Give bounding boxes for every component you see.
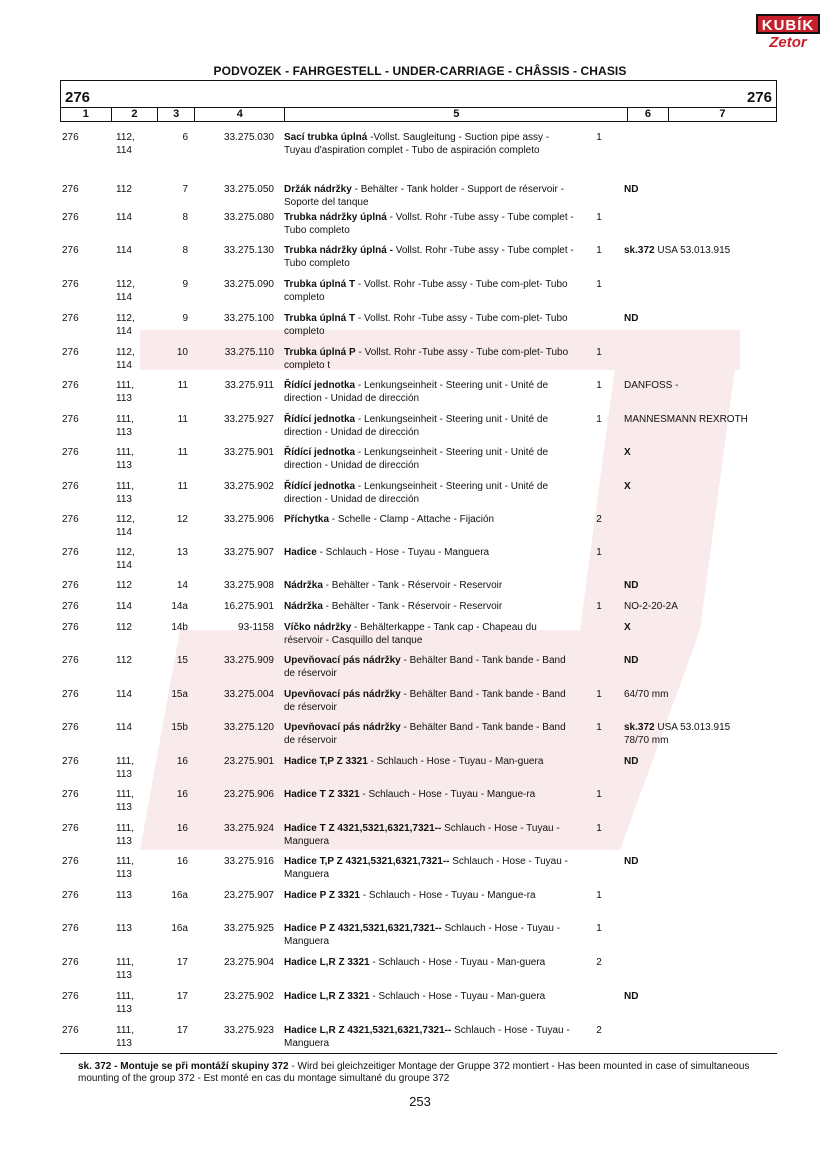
part-number-cell: 33.275.100 — [223, 313, 274, 324]
description-cell — [284, 481, 574, 506]
part-number-cell: 33.275.923 — [223, 1025, 274, 1036]
column-header-5: 5 — [285, 108, 628, 121]
kubik-zetor-logo — [756, 14, 820, 54]
part-translations: - Vollst. Rohr -Tube assy - Tube complet - Tubo completo — [284, 212, 574, 236]
part-number-cell: 33.275.902 — [223, 481, 274, 492]
model-cell: 112, 114 — [116, 514, 135, 538]
footnote — [78, 1061, 778, 1085]
part-name: Hadice L,R Z 4321,5321,6321,7321-- — [284, 1025, 452, 1036]
part-number-cell: 33.275.090 — [223, 279, 274, 290]
position-cell: 14a — [171, 601, 188, 612]
part-translations: - Lenkungseinheit - Steering unit - Unité de direction - Unidad de dirección — [284, 481, 549, 505]
description-cell — [284, 313, 574, 338]
part-name: Hadice T Z 3321 — [284, 789, 360, 800]
part-name: Hadice T,P Z 4321,5321,6321,7321-- — [284, 856, 450, 867]
quantity-cell: 2 — [596, 1025, 602, 1036]
part-number-cell: 23.275.906 — [223, 789, 274, 800]
description-cell — [284, 991, 574, 1004]
description-cell — [284, 689, 574, 714]
part-name: Řídící jednotka — [284, 414, 356, 425]
part-translations: - Vollst. Rohr -Tube assy - Tube com-plet- Tubo completo — [284, 313, 568, 337]
part-name: Upevňovací pás nádržky — [284, 655, 401, 666]
note-cell: MANNESMANN REXROTH — [624, 414, 748, 425]
group-cell: 276 — [62, 756, 79, 767]
group-cell: 276 — [62, 957, 79, 968]
part-translations: - Behälter - Tank - Réservoir - Reservoir — [322, 601, 503, 612]
part-translations: - Schlauch - Hose - Tuyau - Mangue-ra — [359, 890, 536, 901]
page-number: 253 — [409, 1094, 431, 1109]
part-translations: - Behälter Band - Tank bande - Band de réservoir — [284, 689, 566, 713]
quantity-cell: 1 — [596, 380, 602, 391]
group-cell: 276 — [62, 655, 79, 666]
footnote-bold: sk. 372 - Montuje se při montáží skupiny 372 — [78, 1061, 289, 1072]
model-cell: 111, 113 — [116, 756, 134, 780]
position-cell: 17 — [176, 1025, 188, 1036]
part-translations: - Behälter - Tank - Réservoir - Reservoir — [322, 580, 503, 591]
description-cell — [284, 580, 574, 593]
column-header-1: 1 — [61, 108, 112, 121]
note-cell: ND — [624, 856, 639, 867]
part-translations: - Schlauch - Hose - Tuyau - Man-guera — [369, 957, 546, 968]
model-cell: 111, 113 — [116, 991, 134, 1015]
note-cell: ND — [624, 655, 639, 666]
group-cell: 276 — [62, 414, 79, 425]
quantity-cell: 1 — [596, 245, 602, 256]
part-number-cell: 33.275.911 — [224, 380, 274, 391]
quantity-cell: 1 — [596, 722, 602, 733]
group-cell: 276 — [62, 1025, 79, 1036]
part-translations: Schlauch - Hose - Tuyau - Manguera — [284, 1025, 570, 1049]
group-cell: 276 — [62, 547, 79, 558]
group-cell: 276 — [62, 212, 79, 223]
position-cell: 16 — [176, 789, 188, 800]
part-translations: - Behälter Band - Tank bande - Band de réservoir — [284, 655, 566, 679]
model-cell: 111, 113 — [116, 1025, 134, 1049]
part-name: Víčko nádržky — [284, 622, 352, 633]
model-cell: 112, 114 — [116, 279, 135, 303]
part-name: Hadice T,P Z 3321 — [284, 756, 368, 767]
part-number-cell: 33.275.110 — [224, 347, 274, 358]
group-number-left: 276 — [65, 89, 91, 106]
part-number-cell: 16.275.901 — [223, 601, 274, 612]
description-cell — [284, 655, 574, 680]
part-translations: Schlauch - Hose - Tuyau - Manguera — [284, 923, 561, 947]
group-number-right: 276 — [746, 89, 772, 106]
position-cell: 6 — [182, 132, 188, 143]
position-cell: 17 — [176, 991, 188, 1002]
description-cell — [284, 601, 574, 614]
position-cell: 14 — [176, 580, 188, 591]
model-cell: 112, 114 — [116, 313, 135, 337]
part-number-cell: 23.275.904 — [223, 957, 274, 968]
part-name: Řídící jednotka — [284, 447, 356, 458]
note-cell: DANFOSS - — [624, 380, 679, 391]
description-cell — [284, 132, 574, 157]
quantity-cell: 1 — [596, 347, 602, 358]
group-cell: 276 — [62, 923, 79, 934]
quantity-cell: 1 — [596, 547, 602, 558]
description-cell — [284, 547, 574, 560]
group-cell: 276 — [62, 347, 79, 358]
part-number-cell: 23.275.902 — [223, 991, 274, 1002]
quantity-cell: 1 — [596, 789, 602, 800]
column-header-4: 4 — [195, 108, 285, 121]
part-translations: - Behälterkappe - Tank cap - Chapeau du réservoir - Casquillo del tanque — [284, 622, 537, 646]
description-cell — [284, 245, 574, 270]
part-translations: - Schlauch - Hose - Tuyau - Man-guera — [369, 991, 546, 1002]
group-cell: 276 — [62, 132, 79, 143]
part-number-cell: 33.275.916 — [223, 856, 274, 867]
model-cell: 114 — [116, 212, 132, 223]
part-name: Hadice L,R Z 3321 — [284, 957, 370, 968]
position-cell: 14b — [171, 622, 188, 633]
part-number-cell: 33.275.130 — [223, 245, 274, 256]
group-cell: 276 — [62, 514, 79, 525]
part-translations: - Behälter Band - Tank bande - Band de réservoir — [284, 722, 566, 746]
part-number-cell: 23.275.907 — [223, 890, 274, 901]
part-translations: Schlauch - Hose - Tuyau - Manguera — [284, 823, 560, 847]
position-cell: 17 — [176, 957, 188, 968]
note-cell: X — [624, 622, 631, 633]
part-translations: - Lenkungseinheit - Steering unit - Unité de direction - Unidad de dirección — [284, 380, 549, 404]
description-cell — [284, 184, 574, 209]
position-cell: 15 — [176, 655, 188, 666]
part-name: Řídící jednotka — [284, 380, 356, 391]
note-cell: NO-2-20-2A — [624, 601, 678, 612]
note-cell: ND — [624, 313, 639, 324]
part-translations: Schlauch - Hose - Tuyau - Manguera — [284, 856, 568, 880]
part-number-cell: 33.275.050 — [223, 184, 274, 195]
model-cell: 112 — [116, 622, 132, 633]
part-number-cell: 33.275.030 — [223, 132, 274, 143]
part-translations: Vollst. Rohr -Tube assy - Tube complet - Tubo completo — [284, 245, 574, 269]
group-cell: 276 — [62, 789, 79, 800]
model-cell: 113 — [116, 890, 132, 901]
model-cell: 112, 114 — [116, 132, 135, 156]
position-cell: 16 — [176, 856, 188, 867]
description-cell — [284, 789, 574, 802]
part-name: Nádržka — [284, 580, 323, 591]
group-cell: 276 — [62, 580, 79, 591]
column-header-3: 3 — [158, 108, 195, 121]
position-cell: 16a — [171, 923, 188, 934]
model-cell: 114 — [116, 245, 132, 256]
model-cell: 112 — [116, 655, 132, 666]
position-cell: 11 — [177, 414, 188, 425]
description-cell — [284, 279, 574, 304]
part-translations: - Lenkungseinheit - Steering unit - Unité de direction - Unidad de dirección — [284, 414, 549, 438]
part-name: Upevňovací pás nádržky — [284, 689, 401, 700]
model-cell: 112 — [116, 184, 132, 195]
position-cell: 16 — [176, 756, 188, 767]
group-number-bar — [60, 80, 777, 108]
part-number-cell: 33.275.927 — [223, 414, 274, 425]
part-name: Nádržka — [284, 601, 323, 612]
model-cell: 111, 113 — [116, 823, 134, 847]
model-cell: 111, 113 — [116, 380, 134, 404]
group-cell: 276 — [62, 601, 79, 612]
logo-brand: KUBÍK — [756, 14, 820, 34]
part-translations: - Schlauch - Hose - Tuyau - Manguera — [316, 547, 490, 558]
position-cell: 11 — [177, 447, 188, 458]
part-translations: - Lenkungseinheit - Steering unit - Unité de direction - Unidad de dirección — [284, 447, 549, 471]
part-number-cell: 23.275.901 — [223, 756, 274, 767]
part-translations: - Schlauch - Hose - Tuyau - Man-guera — [367, 756, 544, 767]
quantity-cell: 2 — [596, 514, 602, 525]
part-number-cell: 33.275.906 — [223, 514, 274, 525]
model-cell: 114 — [116, 601, 132, 612]
description-cell — [284, 923, 574, 948]
part-translations: -Vollst. Saugleitung - Suction pipe assy - Tuyau d'aspiration complet - Tubo de aspiración completo — [284, 132, 550, 156]
quantity-cell: 1 — [596, 923, 602, 934]
group-cell: 276 — [62, 823, 79, 834]
quantity-cell: 1 — [596, 212, 602, 223]
group-cell: 276 — [62, 991, 79, 1002]
part-name: Řídící jednotka — [284, 481, 356, 492]
logo-sub: Zetor — [769, 34, 807, 51]
description-cell — [284, 1025, 574, 1050]
note-cell: ND — [624, 991, 639, 1002]
note-cell: sk.372 USA 53.013.915 78/70 mm — [624, 722, 731, 746]
position-cell: 15a — [171, 689, 188, 700]
part-name: Upevňovací pás nádržky — [284, 722, 401, 733]
quantity-cell: 1 — [596, 689, 602, 700]
description-cell — [284, 514, 574, 527]
group-cell: 276 — [62, 184, 79, 195]
description-cell — [284, 756, 574, 769]
model-cell: 111, 113 — [116, 414, 134, 438]
model-cell: 112, 114 — [116, 347, 135, 371]
model-cell: 112 — [116, 580, 132, 591]
column-header-row — [60, 108, 777, 122]
part-name: Příchytka — [284, 514, 330, 525]
part-number-cell: 33.275.908 — [223, 580, 274, 591]
description-cell — [284, 347, 574, 372]
position-cell: 8 — [182, 245, 188, 256]
quantity-cell: 2 — [596, 957, 602, 968]
position-cell: 13 — [176, 547, 188, 558]
quantity-cell: 1 — [596, 890, 602, 901]
position-cell: 11 — [177, 481, 188, 492]
position-cell: 8 — [182, 212, 188, 223]
description-cell — [284, 622, 574, 647]
model-cell: 114 — [116, 722, 132, 733]
description-cell — [284, 414, 574, 439]
group-cell: 276 — [62, 890, 79, 901]
part-name: Trubka nádržky úplná - — [284, 245, 393, 256]
column-header-2: 2 — [112, 108, 159, 121]
model-cell: 112, 114 — [116, 547, 135, 571]
footnote-text: - Wird bei gleichzeitiger Montage der Gruppe 372 montiert - Has been mounted in case of simultaneous mounting of the group 372 - Est monté en cas du montage simultané du groupe 372 — [78, 1061, 750, 1084]
part-name: Trubka úplná P — [284, 347, 356, 358]
description-cell — [284, 823, 574, 848]
note-cell: X — [624, 481, 631, 492]
position-cell: 10 — [176, 347, 188, 358]
column-header-7: 7 — [719, 108, 726, 120]
part-number-cell: 33.275.004 — [223, 689, 274, 700]
description-cell — [284, 447, 574, 472]
note-cell: ND — [624, 184, 639, 195]
note-cell: 64/70 mm — [624, 689, 669, 700]
quantity-cell: 1 — [596, 601, 602, 612]
position-cell: 7 — [182, 184, 188, 195]
part-number-cell: 33.275.924 — [223, 823, 274, 834]
part-name: Hadice P Z 4321,5321,6321,7321-- — [284, 923, 442, 934]
part-number-cell: 33.275.925 — [223, 923, 274, 934]
part-translations: - Vollst. Rohr -Tube assy - Tube com-plet- Tubo completo — [284, 279, 568, 303]
part-name: Hadice P Z 3321 — [284, 890, 360, 901]
model-cell: 111, 113 — [116, 856, 134, 880]
part-number-cell: 33.275.080 — [223, 212, 274, 223]
position-cell: 9 — [182, 279, 188, 290]
part-name: Sací trubka úplná — [284, 132, 368, 143]
part-name: Trubka úplná T — [284, 279, 356, 290]
footer-divider — [60, 1053, 777, 1054]
position-cell: 11 — [177, 380, 188, 391]
group-cell: 276 — [62, 245, 79, 256]
group-cell: 276 — [62, 722, 79, 733]
model-cell: 111, 113 — [116, 481, 134, 505]
note-cell: ND — [624, 580, 639, 591]
group-cell: 276 — [62, 481, 79, 492]
description-cell — [284, 856, 574, 881]
part-name: Trubka úplná T — [284, 313, 356, 324]
column-header-6: 6 — [628, 108, 669, 121]
description-cell — [284, 722, 574, 747]
page-title: PODVOZEK - FAHRGESTELL - UNDER-CARRIAGE - CHÂSSIS - CHASIS — [213, 64, 627, 78]
note-cell: sk.372 USA 53.013.915 — [624, 245, 731, 256]
quantity-cell: 1 — [596, 823, 602, 834]
group-cell: 276 — [62, 856, 79, 867]
part-number-cell: 33.275.120 — [223, 722, 274, 733]
part-name: Hadice L,R Z 3321 — [284, 991, 370, 1002]
note-cell: X — [624, 447, 631, 458]
model-cell: 114 — [116, 689, 132, 700]
description-cell — [284, 380, 574, 405]
part-number-cell: 33.275.901 — [223, 447, 274, 458]
group-cell: 276 — [62, 313, 79, 324]
part-name: Hadice T Z 4321,5321,6321,7321-- — [284, 823, 442, 834]
group-cell: 276 — [62, 689, 79, 700]
group-cell: 276 — [62, 279, 79, 290]
position-cell: 16 — [176, 823, 188, 834]
group-cell: 276 — [62, 447, 79, 458]
description-cell — [284, 957, 574, 970]
part-translations: - Behälter - Tank holder - Support de réservoir - Soporte del tanque — [284, 184, 564, 208]
quantity-cell: 1 — [596, 414, 602, 425]
group-cell: 276 — [62, 622, 79, 633]
model-cell: 111, 113 — [116, 447, 134, 471]
part-number-cell: 93-1158 — [238, 622, 274, 633]
quantity-cell: 1 — [596, 132, 602, 143]
part-number-cell: 33.275.907 — [223, 547, 274, 558]
note-cell: ND — [624, 756, 639, 767]
part-name: Trubka nádržky úplná — [284, 212, 387, 223]
part-translations: - Schlauch - Hose - Tuyau - Mangue-ra — [359, 789, 536, 800]
part-number-cell: 33.275.909 — [223, 655, 274, 666]
group-cell: 276 — [62, 380, 79, 391]
part-name: Držák nádržky — [284, 184, 352, 195]
description-cell — [284, 212, 574, 237]
position-cell: 16a — [171, 890, 188, 901]
position-cell: 15b — [171, 722, 188, 733]
quantity-cell: 1 — [596, 279, 602, 290]
part-translations: - Schelle - Clamp - Attache - Fijación — [329, 514, 495, 525]
part-translations: - Vollst. Rohr -Tube assy - Tube com-plet- Tubo completo t — [284, 347, 569, 371]
position-cell: 9 — [182, 313, 188, 324]
model-cell: 111, 113 — [116, 789, 134, 813]
position-cell: 12 — [176, 514, 188, 525]
model-cell: 113 — [116, 923, 132, 934]
description-cell — [284, 890, 574, 903]
model-cell: 111, 113 — [116, 957, 134, 981]
part-name: Hadice — [284, 547, 317, 558]
